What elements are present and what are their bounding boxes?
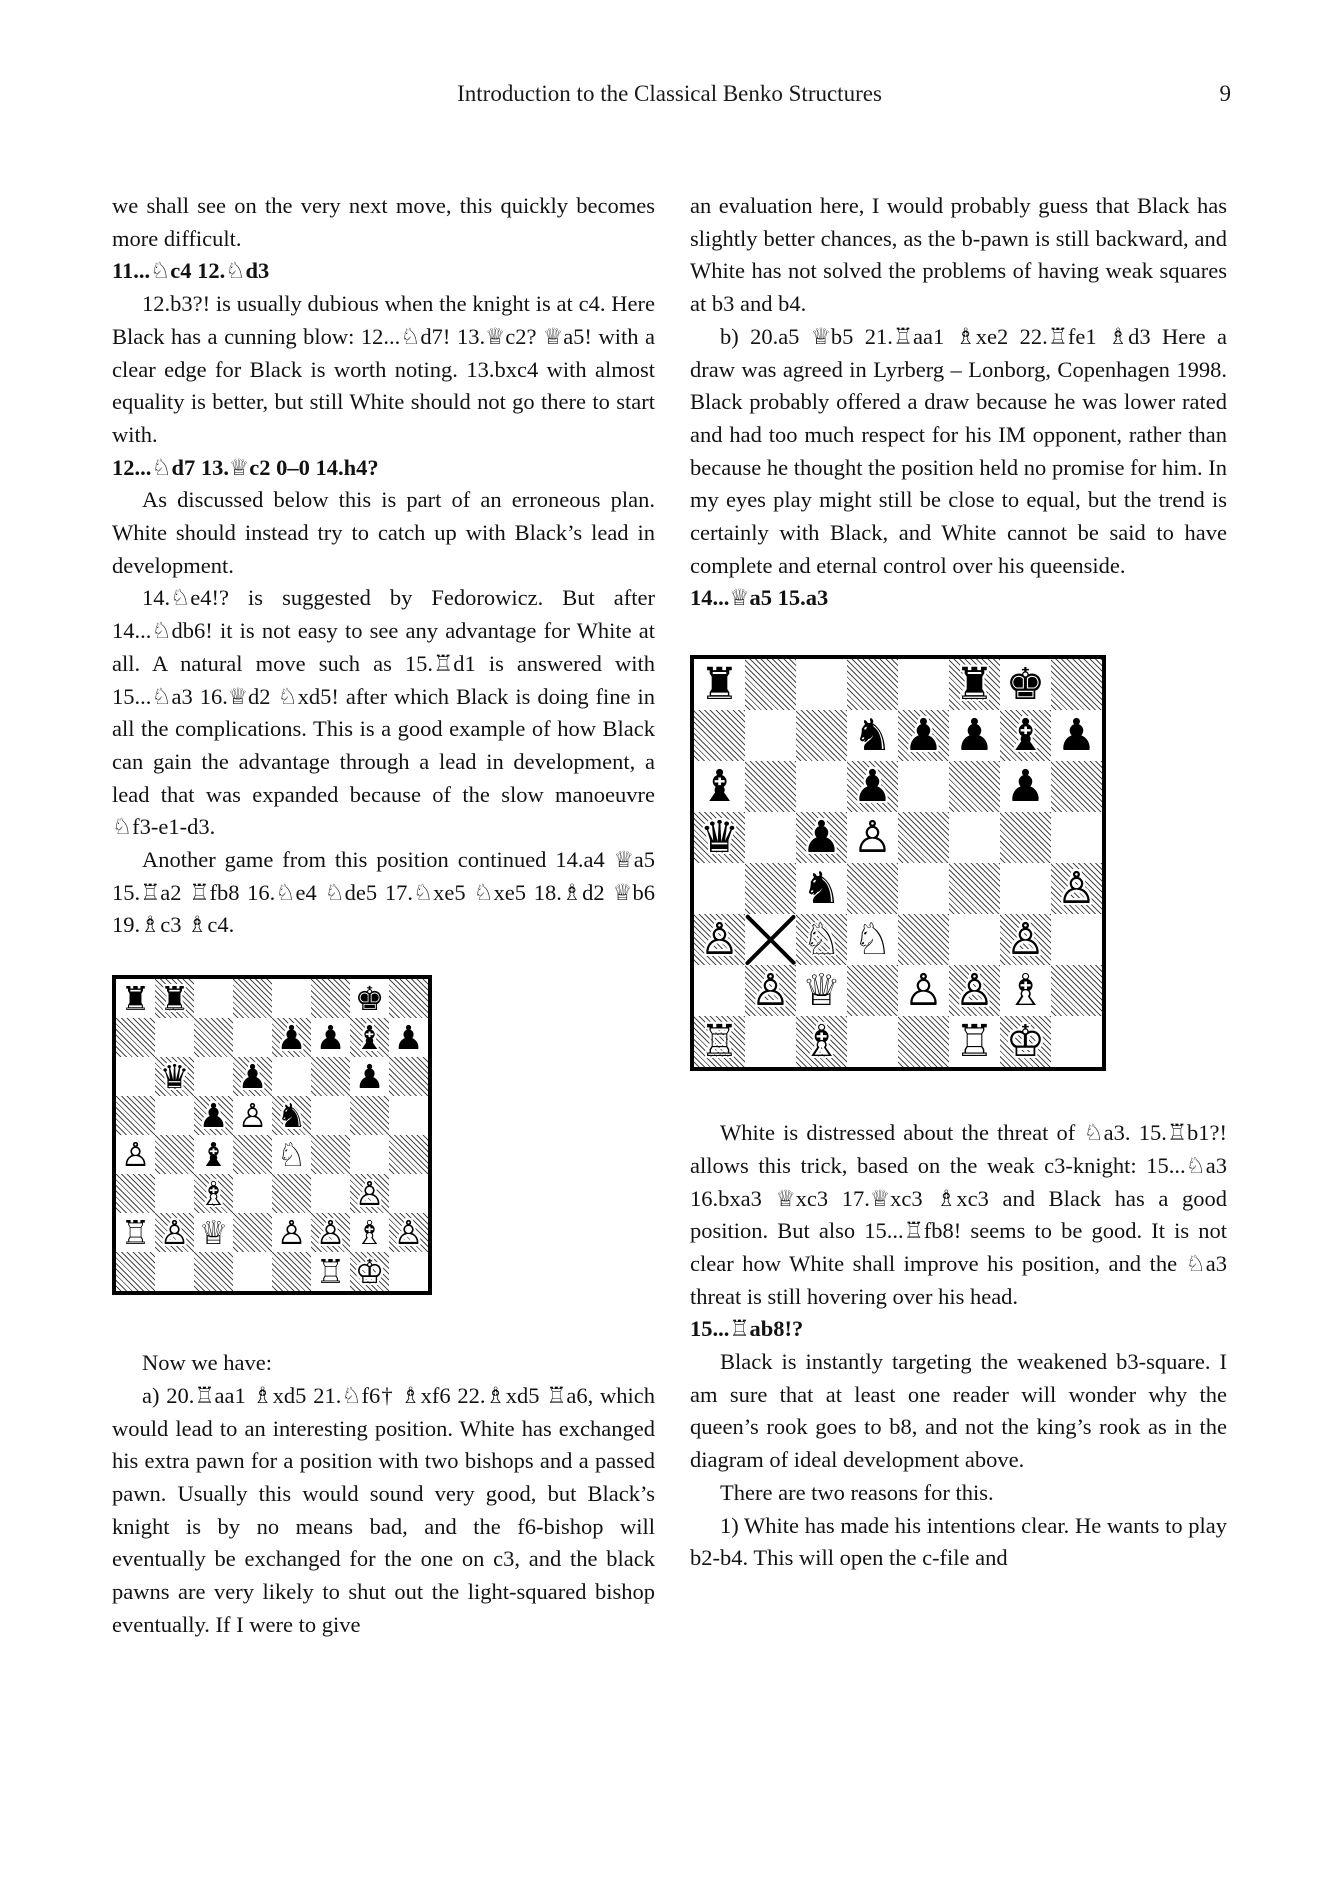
square-g3 (1000, 914, 1051, 965)
black-rook-piece: ♜ (159, 979, 190, 1019)
square-c2 (796, 965, 847, 1016)
black-queen-piece: ♛ (159, 1057, 190, 1097)
paragraph: Now we have: (142, 1350, 272, 1376)
black-pawn-piece: ♟ (801, 812, 842, 864)
square-a6 (116, 1057, 155, 1096)
square-e2 (898, 965, 949, 1016)
square-g8 (350, 979, 389, 1018)
square-c1 (194, 1252, 233, 1291)
square-a2 (694, 965, 745, 1016)
square-g6 (1000, 761, 1051, 812)
black-rook-piece: ♜ (954, 659, 995, 711)
square-d2 (847, 965, 898, 1016)
square-h7 (389, 1018, 428, 1057)
black-knight-piece: ♞ (276, 1096, 307, 1136)
square-d1 (847, 1016, 898, 1067)
square-g2 (350, 1213, 389, 1252)
paragraph: 1) White has made his intentions clear. He wants to play b2-b4. This will open the c-file and (690, 1512, 1227, 1571)
square-c3 (796, 914, 847, 965)
paragraph: White is distressed about the threat of ♘a3. 15.♖b1?! allows this trick, based on the weak c3-knight: 15...♘a3 16.bxa3 ♕xc3 17.♕xc3 ♗xc3 and Black has a good position. But also 15...♖fb8! seems to be good. It is not clear how White shall improve his position, and the ♘a3 threat is still hovering over his head. (690, 1120, 1227, 1309)
white-pawn-piece: ♙ (954, 965, 995, 1017)
square-h7 (1051, 710, 1102, 761)
square-h8 (389, 979, 428, 1018)
square-a4 (694, 863, 745, 914)
white-pawn-piece: ♙ (276, 1213, 307, 1253)
black-pawn-piece: ♟ (237, 1057, 268, 1097)
square-h1 (389, 1252, 428, 1291)
square-f2 (311, 1213, 350, 1252)
white-pawn-piece: ♙ (699, 914, 740, 966)
square-h5 (1051, 812, 1102, 863)
square-f4 (311, 1135, 350, 1174)
square-f1 (949, 1016, 1000, 1067)
square-d4 (233, 1135, 272, 1174)
square-b2 (745, 965, 796, 1016)
square-a8 (116, 979, 155, 1018)
paragraph: Another game from this position continued 14.a4 ♕a5 15.♖a2 ♖fb8 16.♘e4 ♘de5 17.♘xe5 ♘xe5 18.♗d2 ♕b6 19.♗c3 ♗c4. (112, 847, 655, 938)
black-king-piece: ♚ (354, 979, 385, 1019)
square-d3 (233, 1174, 272, 1213)
square-g5 (350, 1096, 389, 1135)
square-c7 (194, 1018, 233, 1057)
square-g3 (350, 1174, 389, 1213)
black-pawn-piece: ♟ (852, 761, 893, 813)
white-pawn-piece: ♙ (237, 1096, 268, 1136)
black-queen-piece: ♛ (699, 812, 740, 864)
paragraph: As discussed below this is part of an erroneous plan. White should instead try to catch up with Black’s lead in development. (112, 487, 655, 578)
white-bishop-piece: ♗ (1005, 965, 1046, 1017)
diagram1-board (112, 975, 432, 1295)
square-h2 (1051, 965, 1102, 1016)
black-pawn-piece: ♟ (1056, 710, 1097, 762)
left-column (112, 190, 655, 1642)
square-h1 (1051, 1016, 1102, 1067)
white-bishop-piece: ♗ (198, 1174, 229, 1214)
square-e1 (272, 1252, 311, 1291)
square-b6 (155, 1057, 194, 1096)
white-pawn-piece: ♙ (393, 1213, 424, 1253)
square-e6 (898, 761, 949, 812)
square-b6 (745, 761, 796, 812)
square-a8 (694, 659, 745, 710)
square-f6 (311, 1057, 350, 1096)
square-c7 (796, 710, 847, 761)
square-b4 (155, 1135, 194, 1174)
black-king-piece: ♚ (1005, 659, 1046, 711)
paragraph: a) 20.♖aa1 ♗xd5 21.♘f6† ♗xf6 22.♗xd5 ♖a6, which would lead to an interesting position. White has exchanged his extra pawn for a position with two bishops and a passed pawn. Usually this would sound very good, but Black’s knight is by no means bad, and the f6-bishop will eventually be exchanged for the one on c3, and the black pawns are very likely to shut out the light-squared bishop eventually. If I were to give (112, 1382, 655, 1637)
black-pawn-piece: ♟ (1005, 761, 1046, 813)
square-c8 (796, 659, 847, 710)
square-c6 (796, 761, 847, 812)
square-h4 (389, 1135, 428, 1174)
white-queen-piece: ♕ (198, 1213, 229, 1253)
square-d3 (847, 914, 898, 965)
square-h4 (1051, 863, 1102, 914)
black-pawn-piece: ♟ (903, 710, 944, 762)
square-h8 (1051, 659, 1102, 710)
square-b2 (155, 1213, 194, 1252)
square-b4 (745, 863, 796, 914)
black-pawn-piece: ♟ (354, 1057, 385, 1097)
square-f8 (311, 979, 350, 1018)
white-rook-piece: ♖ (699, 1016, 740, 1068)
square-e4 (272, 1135, 311, 1174)
square-f1 (311, 1252, 350, 1291)
square-d5 (233, 1096, 272, 1135)
black-bishop-piece: ♝ (1005, 710, 1046, 762)
square-d7 (847, 710, 898, 761)
square-b7 (745, 710, 796, 761)
move-header: 14...♕a5 15.a3 (690, 585, 829, 611)
square-c8 (194, 979, 233, 1018)
square-b1 (155, 1252, 194, 1291)
white-rook-piece: ♖ (120, 1213, 151, 1253)
page-title: Introduction to the Classical Benko Structures (457, 81, 882, 106)
square-e7 (898, 710, 949, 761)
black-bishop-piece: ♝ (198, 1135, 229, 1175)
square-f2 (949, 965, 1000, 1016)
black-knight-piece: ♞ (801, 863, 842, 915)
paragraph: we shall see on the very next move, this quickly becomes more difficult. (112, 193, 655, 251)
white-pawn-piece: ♙ (159, 1213, 190, 1253)
square-g7 (350, 1018, 389, 1057)
white-pawn-piece: ♙ (315, 1213, 346, 1253)
white-pawn-piece: ♙ (120, 1135, 151, 1175)
square-d6 (847, 761, 898, 812)
white-pawn-piece: ♙ (852, 812, 893, 864)
square-b1 (745, 1016, 796, 1067)
page-number: 9 (1219, 81, 1231, 106)
square-b5 (155, 1096, 194, 1135)
square-f3 (311, 1174, 350, 1213)
square-e5 (898, 812, 949, 863)
square-a7 (694, 710, 745, 761)
right-column (690, 190, 1227, 1575)
square-a1 (694, 1016, 745, 1067)
white-bishop-piece: ♗ (801, 1016, 842, 1068)
diagram2-board (690, 655, 1106, 1071)
paragraph: Black is instantly targeting the weakened b3-square. I am sure that at least one reader will wonder why the queen’s rook goes to b8, and not the king’s rook as in the diagram of ideal development above. (690, 1349, 1227, 1473)
square-a6 (694, 761, 745, 812)
square-e7 (272, 1018, 311, 1057)
square-g7 (1000, 710, 1051, 761)
white-queen-piece: ♕ (801, 965, 842, 1017)
square-g6 (350, 1057, 389, 1096)
square-e1 (898, 1016, 949, 1067)
paragraph: 14.♘e4!? is suggested by Fedorowicz. But after 14...♘db6! it is not easy to see any advantage for White at all. A natural move such as 15.♖d1 is answered with 15...♘a3 16.♕d2 ♘xd5! after which Black is doing fine in all the complications. This is a good example of how Black can gain the advantage through a lead in development, a lead that was expanded because of the slow manoeuvre ♘f3-e1-d3. (112, 585, 655, 840)
black-pawn-piece: ♟ (276, 1018, 307, 1058)
white-pawn-piece: ♙ (903, 965, 944, 1017)
square-a4 (116, 1135, 155, 1174)
black-bishop-piece: ♝ (699, 761, 740, 813)
square-b3 (745, 914, 796, 965)
chess-diagram2 (690, 655, 1227, 1071)
square-a1 (116, 1252, 155, 1291)
square-g2 (1000, 965, 1051, 1016)
black-rook-piece: ♜ (120, 979, 151, 1019)
square-h6 (1051, 761, 1102, 812)
square-e2 (272, 1213, 311, 1252)
square-b8 (155, 979, 194, 1018)
white-bishop-piece: ♗ (354, 1213, 385, 1253)
white-rook-piece: ♖ (315, 1252, 346, 1292)
square-b7 (155, 1018, 194, 1057)
square-g5 (1000, 812, 1051, 863)
square-f7 (311, 1018, 350, 1057)
square-c4 (194, 1135, 233, 1174)
square-f8 (949, 659, 1000, 710)
paragraph: an evaluation here, I would probably guess that Black has slightly better chances, as the b-pawn is still backward, and White has not solved the problems of having weak squares at b3 and b4. (690, 193, 1227, 317)
square-c6 (194, 1057, 233, 1096)
square-h6 (389, 1057, 428, 1096)
square-e8 (272, 979, 311, 1018)
square-e3 (272, 1174, 311, 1213)
square-c2 (194, 1213, 233, 1252)
square-c4 (796, 863, 847, 914)
square-h3 (1051, 914, 1102, 965)
square-g1 (1000, 1016, 1051, 1067)
white-pawn-piece: ♙ (354, 1174, 385, 1214)
square-f6 (949, 761, 1000, 812)
square-c3 (194, 1174, 233, 1213)
square-e3 (898, 914, 949, 965)
square-f3 (949, 914, 1000, 965)
white-pawn-piece: ♙ (1005, 914, 1046, 966)
square-a7 (116, 1018, 155, 1057)
square-d8 (847, 659, 898, 710)
square-d5 (847, 812, 898, 863)
white-knight-piece: ♘ (276, 1135, 307, 1175)
square-b3 (155, 1174, 194, 1213)
black-pawn-piece: ♟ (393, 1018, 424, 1058)
chess-diagram1 (112, 975, 655, 1295)
white-knight-piece: ♘ (801, 914, 842, 966)
move-header: 15...♖ab8!? (690, 1316, 804, 1342)
paragraph: There are two reasons for this. (720, 1479, 994, 1505)
black-pawn-piece: ♟ (315, 1018, 346, 1058)
square-b8 (745, 659, 796, 710)
black-bishop-piece: ♝ (354, 1018, 385, 1058)
square-a3 (694, 914, 745, 965)
square-f7 (949, 710, 1000, 761)
square-e5 (272, 1096, 311, 1135)
square-f5 (949, 812, 1000, 863)
square-d8 (233, 979, 272, 1018)
square-g4 (350, 1135, 389, 1174)
white-king-piece: ♔ (354, 1252, 385, 1292)
paragraph: b) 20.a5 ♕b5 21.♖aa1 ♗xe2 22.♖fe1 ♗d3 Here a draw was agreed in Lyrberg – Lonborg, Copenhagen 1998. Black probably offered a draw because he was lower rated and had too much respect for his IM opponent, rather than because he thought the position held no promise for him. In my eyes play might still be close to equal, but the trend is certainly with Black, and White cannot be said to have complete and eternal control over his queenside. (690, 323, 1227, 578)
move-header: 12...♘d7 13.♕c2 0–0 14.h4? (112, 454, 379, 480)
square-c1 (796, 1016, 847, 1067)
move-header: 11...♘c4 12.♘d3 (112, 258, 270, 284)
black-pawn-piece: ♟ (198, 1096, 229, 1136)
white-king-piece: ♔ (1005, 1016, 1046, 1068)
square-h2 (389, 1213, 428, 1252)
white-rook-piece: ♖ (954, 1016, 995, 1068)
square-d4 (847, 863, 898, 914)
square-h3 (389, 1174, 428, 1213)
white-pawn-piece: ♙ (1056, 863, 1097, 915)
square-d7 (233, 1018, 272, 1057)
square-g4 (1000, 863, 1051, 914)
square-a2 (116, 1213, 155, 1252)
square-h5 (389, 1096, 428, 1135)
square-f4 (949, 863, 1000, 914)
white-pawn-piece: ♙ (750, 965, 791, 1017)
square-a5 (116, 1096, 155, 1135)
square-e8 (898, 659, 949, 710)
square-d6 (233, 1057, 272, 1096)
square-g1 (350, 1252, 389, 1291)
running-head (0, 80, 1339, 108)
square-c5 (194, 1096, 233, 1135)
square-a5 (694, 812, 745, 863)
square-e6 (272, 1057, 311, 1096)
black-knight-piece: ♞ (852, 710, 893, 762)
square-d2 (233, 1213, 272, 1252)
square-e4 (898, 863, 949, 914)
black-rook-piece: ♜ (699, 659, 740, 711)
black-pawn-piece: ♟ (954, 710, 995, 762)
square-c5 (796, 812, 847, 863)
square-f5 (311, 1096, 350, 1135)
square-d1 (233, 1252, 272, 1291)
square-b5 (745, 812, 796, 863)
white-knight-piece: ♘ (852, 914, 893, 966)
square-a3 (116, 1174, 155, 1213)
paragraph: 12.b3?! is usually dubious when the knight is at c4. Here Black has a cunning blow: 12...♘d7! 13.♕c2? ♕a5! with a clear edge for Black is worth noting. 13.bxc4 with almost equality is better, but still White should not go there to start with. (112, 291, 655, 447)
square-g8 (1000, 659, 1051, 710)
